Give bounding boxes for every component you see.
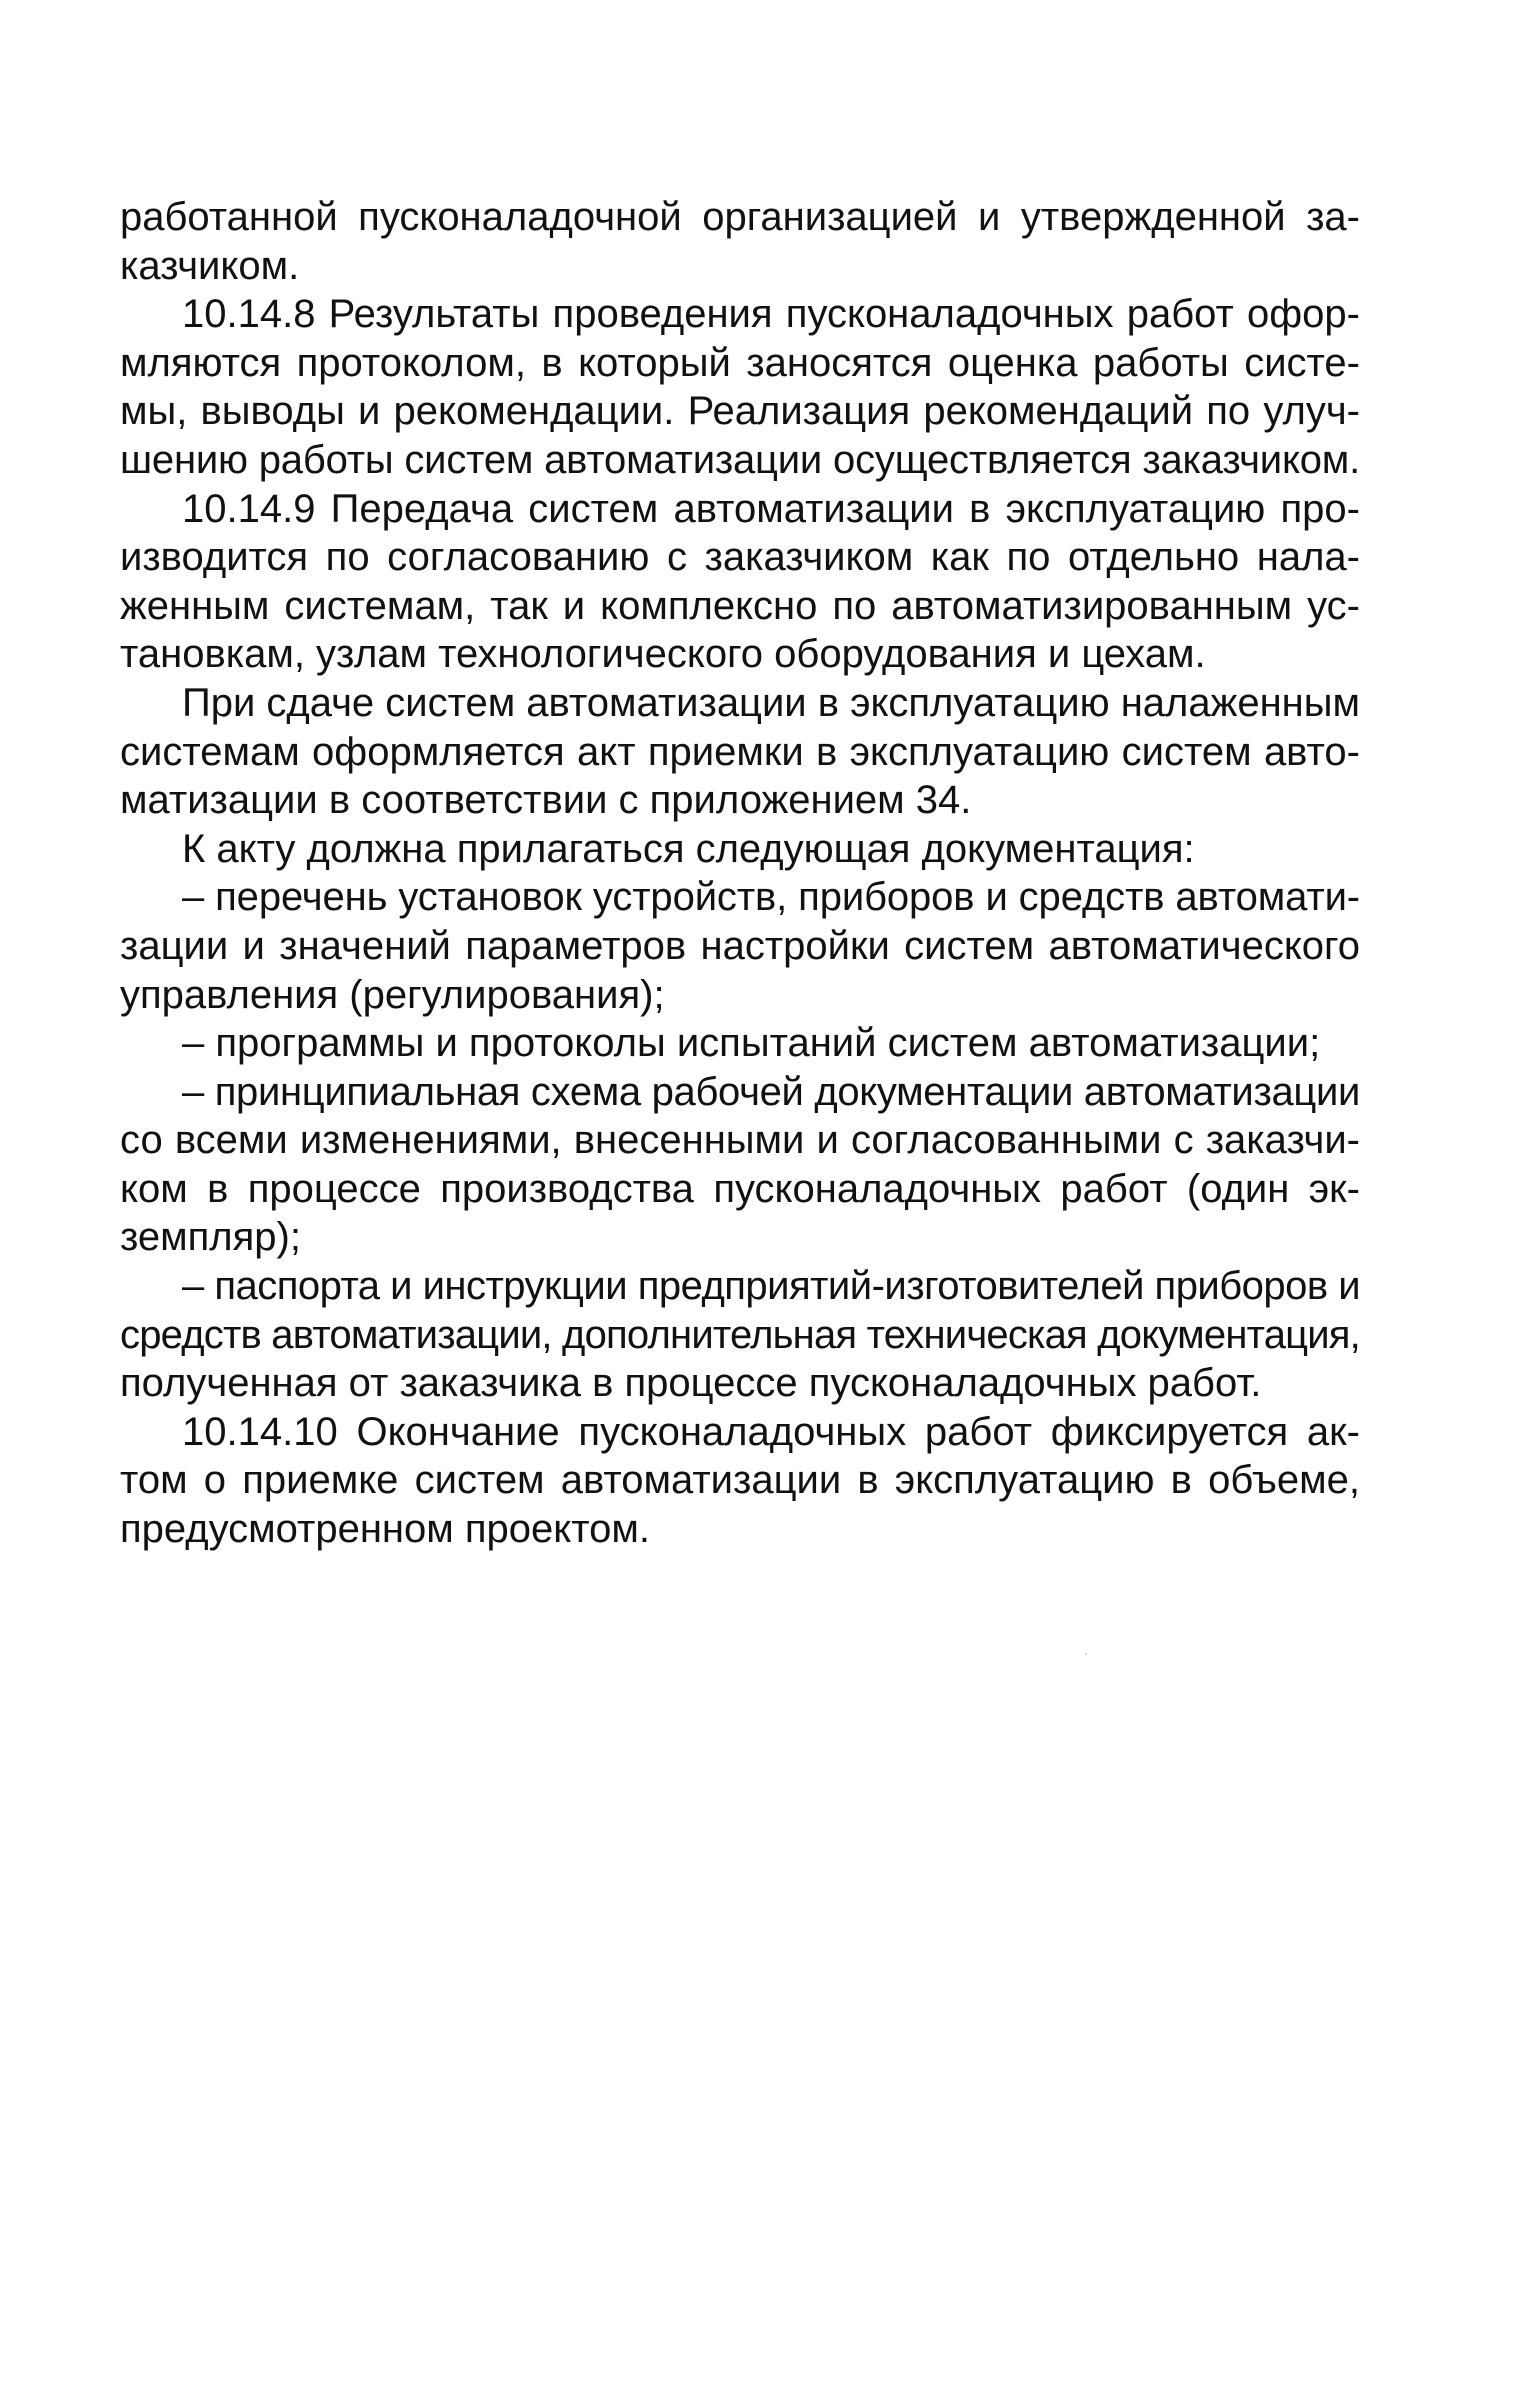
text-line: земпляр); [120, 1215, 301, 1260]
text-line: работанной пусконаладочной организацией и утвержденной за- [120, 195, 1360, 239]
text-line: матизации в соответствии с приложением 34. [120, 778, 972, 823]
text-line: – перечень установок устройств, приборов и средств автомати- [182, 875, 1361, 920]
text-line: системам оформляется акт приемки в эксплуатацию систем авто- [120, 729, 1360, 774]
text-line: женным системам, так и комплексно по автоматизированным ус- [120, 583, 1360, 628]
text-line: ком в процессе производства пусконаладочных работ (один эк- [120, 1166, 1360, 1211]
text-line: – паспорта и инструкции предприятий-изготовителей приборов и [182, 1264, 1361, 1309]
text-line: мы, выводы и рекомендации. Реализация рекомендаций по улуч- [120, 389, 1360, 434]
text-line: мляются протоколом, в который заносятся оценка работы систе- [120, 340, 1360, 385]
text-line: К акту должна прилагаться следующая документация: [182, 826, 1195, 871]
text-line: 10.14.10 Окончание пусконаладочных работ фиксируется ак- [182, 1409, 1360, 1454]
text-line: изводится по согласованию с заказчиком как по отдельно нала- [120, 535, 1360, 580]
scan-speck [1085, 1653, 1087, 1655]
text-line: – принципиальная схема рабочей документации автоматизации [182, 1069, 1360, 1114]
text-line: 10.14.9 Передача систем автоматизации в эксплуатацию про- [182, 486, 1360, 531]
text-line: полученная от заказчика в процессе пусконаладочных работ. [120, 1361, 1262, 1406]
text-line: тановкам, узлам технологического оборудования и цехам. [120, 632, 1206, 677]
text-line: – программы и протоколы испытаний систем автоматизации; [182, 1021, 1321, 1066]
text-line: казчиком. [120, 243, 300, 288]
text-line: том о приемке систем автоматизации в эксплуатацию в объеме, [120, 1458, 1360, 1503]
text-line: средств автоматизации, дополнительная техническая документация, [120, 1312, 1360, 1357]
text-line: 10.14.8 Результаты проведения пусконаладочных работ офор- [182, 292, 1360, 337]
text-line: предусмотренном проектом. [120, 1507, 650, 1552]
text-line: При сдаче систем автоматизации в эксплуатацию налаженным [182, 680, 1360, 725]
text-line: управления (регулирования); [120, 972, 665, 1017]
text-line: шению работы систем автоматизации осуществляется заказчиком. [120, 437, 1361, 482]
text-line: со всеми изменениями, внесенными и согласованными с заказчи- [120, 1118, 1360, 1163]
body-text [120, 193, 1360, 1554]
text-line: зации и значений параметров настройки систем автоматического [120, 923, 1360, 968]
